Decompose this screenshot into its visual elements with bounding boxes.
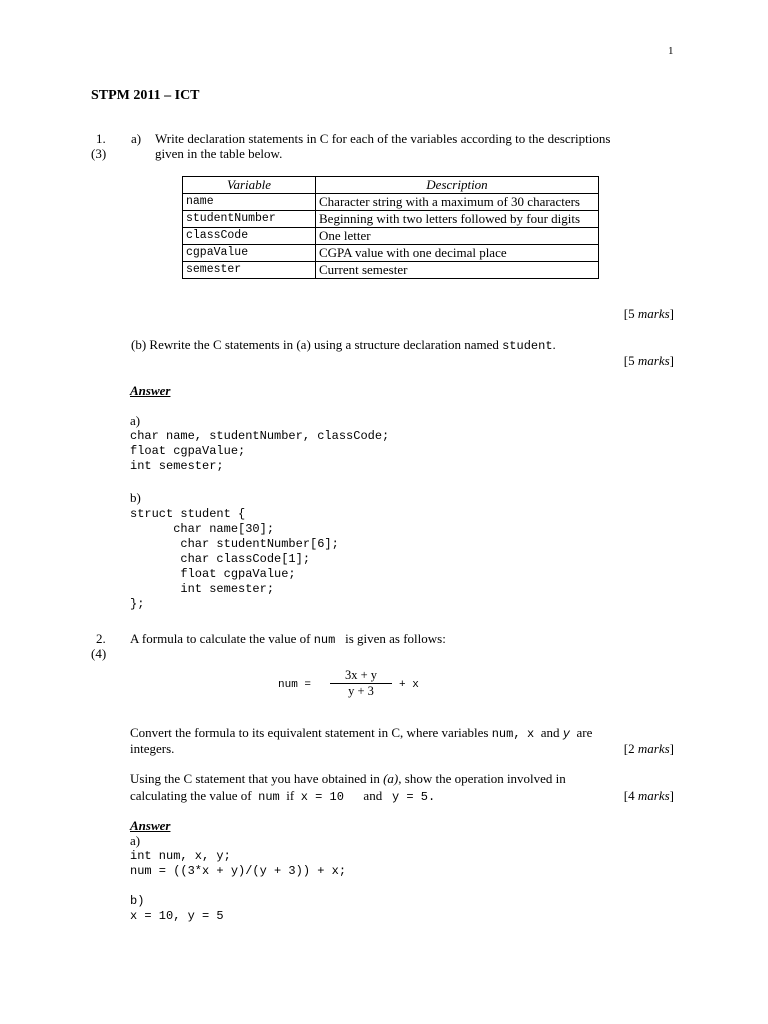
q2-answer-a-code: int num, x, y; num = ((3*x + y)/(y + 3)) + x; <box>130 849 347 878</box>
q1-answer-a-code: char name, studentNumber, classCode; float cgpaValue; int semester; <box>130 429 390 473</box>
q2-convert-line1: Convert the formula to its equivalent statement in C, where variables num, x and y are <box>130 725 593 741</box>
q2-answer-heading: Answer <box>130 818 171 833</box>
q1-marks-ref: (3) <box>91 146 107 161</box>
page-number: 1 <box>668 45 674 57</box>
q1a-label: a) <box>131 131 142 146</box>
cell-description: Character string with a maximum of 30 characters <box>316 194 599 211</box>
q1a-text-line2: given in the table below. <box>155 146 283 161</box>
cell-variable: cgpaValue <box>183 245 316 262</box>
q1b-text: (b) Rewrite the C statements in (a) using a structure declaration named student. <box>131 337 556 353</box>
cell-description: CGPA value with one decimal place <box>316 245 599 262</box>
table-row <box>183 211 599 228</box>
q1-answer-a-label: a) <box>130 413 141 428</box>
q2-answer-b-code: x = 10, y = 5 <box>130 909 224 923</box>
q1-answer-heading: Answer <box>130 383 171 398</box>
q2-using-line1: Using the C statement that you have obtained in (a), show the operation involved in <box>130 771 566 786</box>
table-row <box>183 228 599 245</box>
q2-marks-ref: (4) <box>91 646 107 661</box>
q2-convert-marks: [2 marks] <box>623 741 674 756</box>
table-row <box>183 194 599 211</box>
cell-description: Current semester <box>316 262 599 279</box>
cell-variable: classCode <box>183 228 316 245</box>
cell-description: Beginning with two letters followed by four digits <box>316 211 599 228</box>
q2-convert-line2: integers. <box>130 741 175 756</box>
variables-table <box>182 176 599 279</box>
cell-variable: name <box>183 194 316 211</box>
formula-fraction <box>330 668 392 699</box>
header-variable: Variable <box>183 177 316 194</box>
formula-numerator: 3x + y <box>344 668 378 682</box>
q1-number: 1. <box>96 131 106 146</box>
cell-variable: studentNumber <box>183 211 316 228</box>
cell-variable: semester <box>183 262 316 279</box>
q2-answer-b-label: b) <box>130 894 145 908</box>
formula-denominator: y + 3 <box>348 684 374 698</box>
formula-rhs: + x <box>399 679 419 691</box>
document-title: STPM 2011 – ICT <box>91 88 200 103</box>
q2-answer-a-label: a) <box>130 833 141 848</box>
q1-answer-b-code: struct student { char name[30]; char studentNumber[6]; char classCode[1]; float cgpaValue; int semester; }; <box>130 507 339 611</box>
q2-using-marks: [4 marks] <box>623 788 674 803</box>
q1b-marks: [5 marks] <box>623 353 674 368</box>
table-header-row <box>183 177 599 194</box>
table-row <box>183 262 599 279</box>
q1-answer-b-label: b) <box>130 490 141 505</box>
formula-lhs: num = <box>278 679 312 691</box>
cell-description: One letter <box>316 228 599 245</box>
table-row <box>183 245 599 262</box>
q2-intro: A formula to calculate the value of num is given as follows: <box>130 631 446 647</box>
q1a-text-line1: Write declaration statements in C for each of the variables according to the descriptions <box>155 131 611 146</box>
q2-number: 2. <box>96 631 106 646</box>
q1a-marks: [5 marks] <box>623 306 674 321</box>
q2-using-line2: calculating the value of num if x = 10 and y = 5. <box>130 788 436 804</box>
header-description: Description <box>316 177 599 194</box>
